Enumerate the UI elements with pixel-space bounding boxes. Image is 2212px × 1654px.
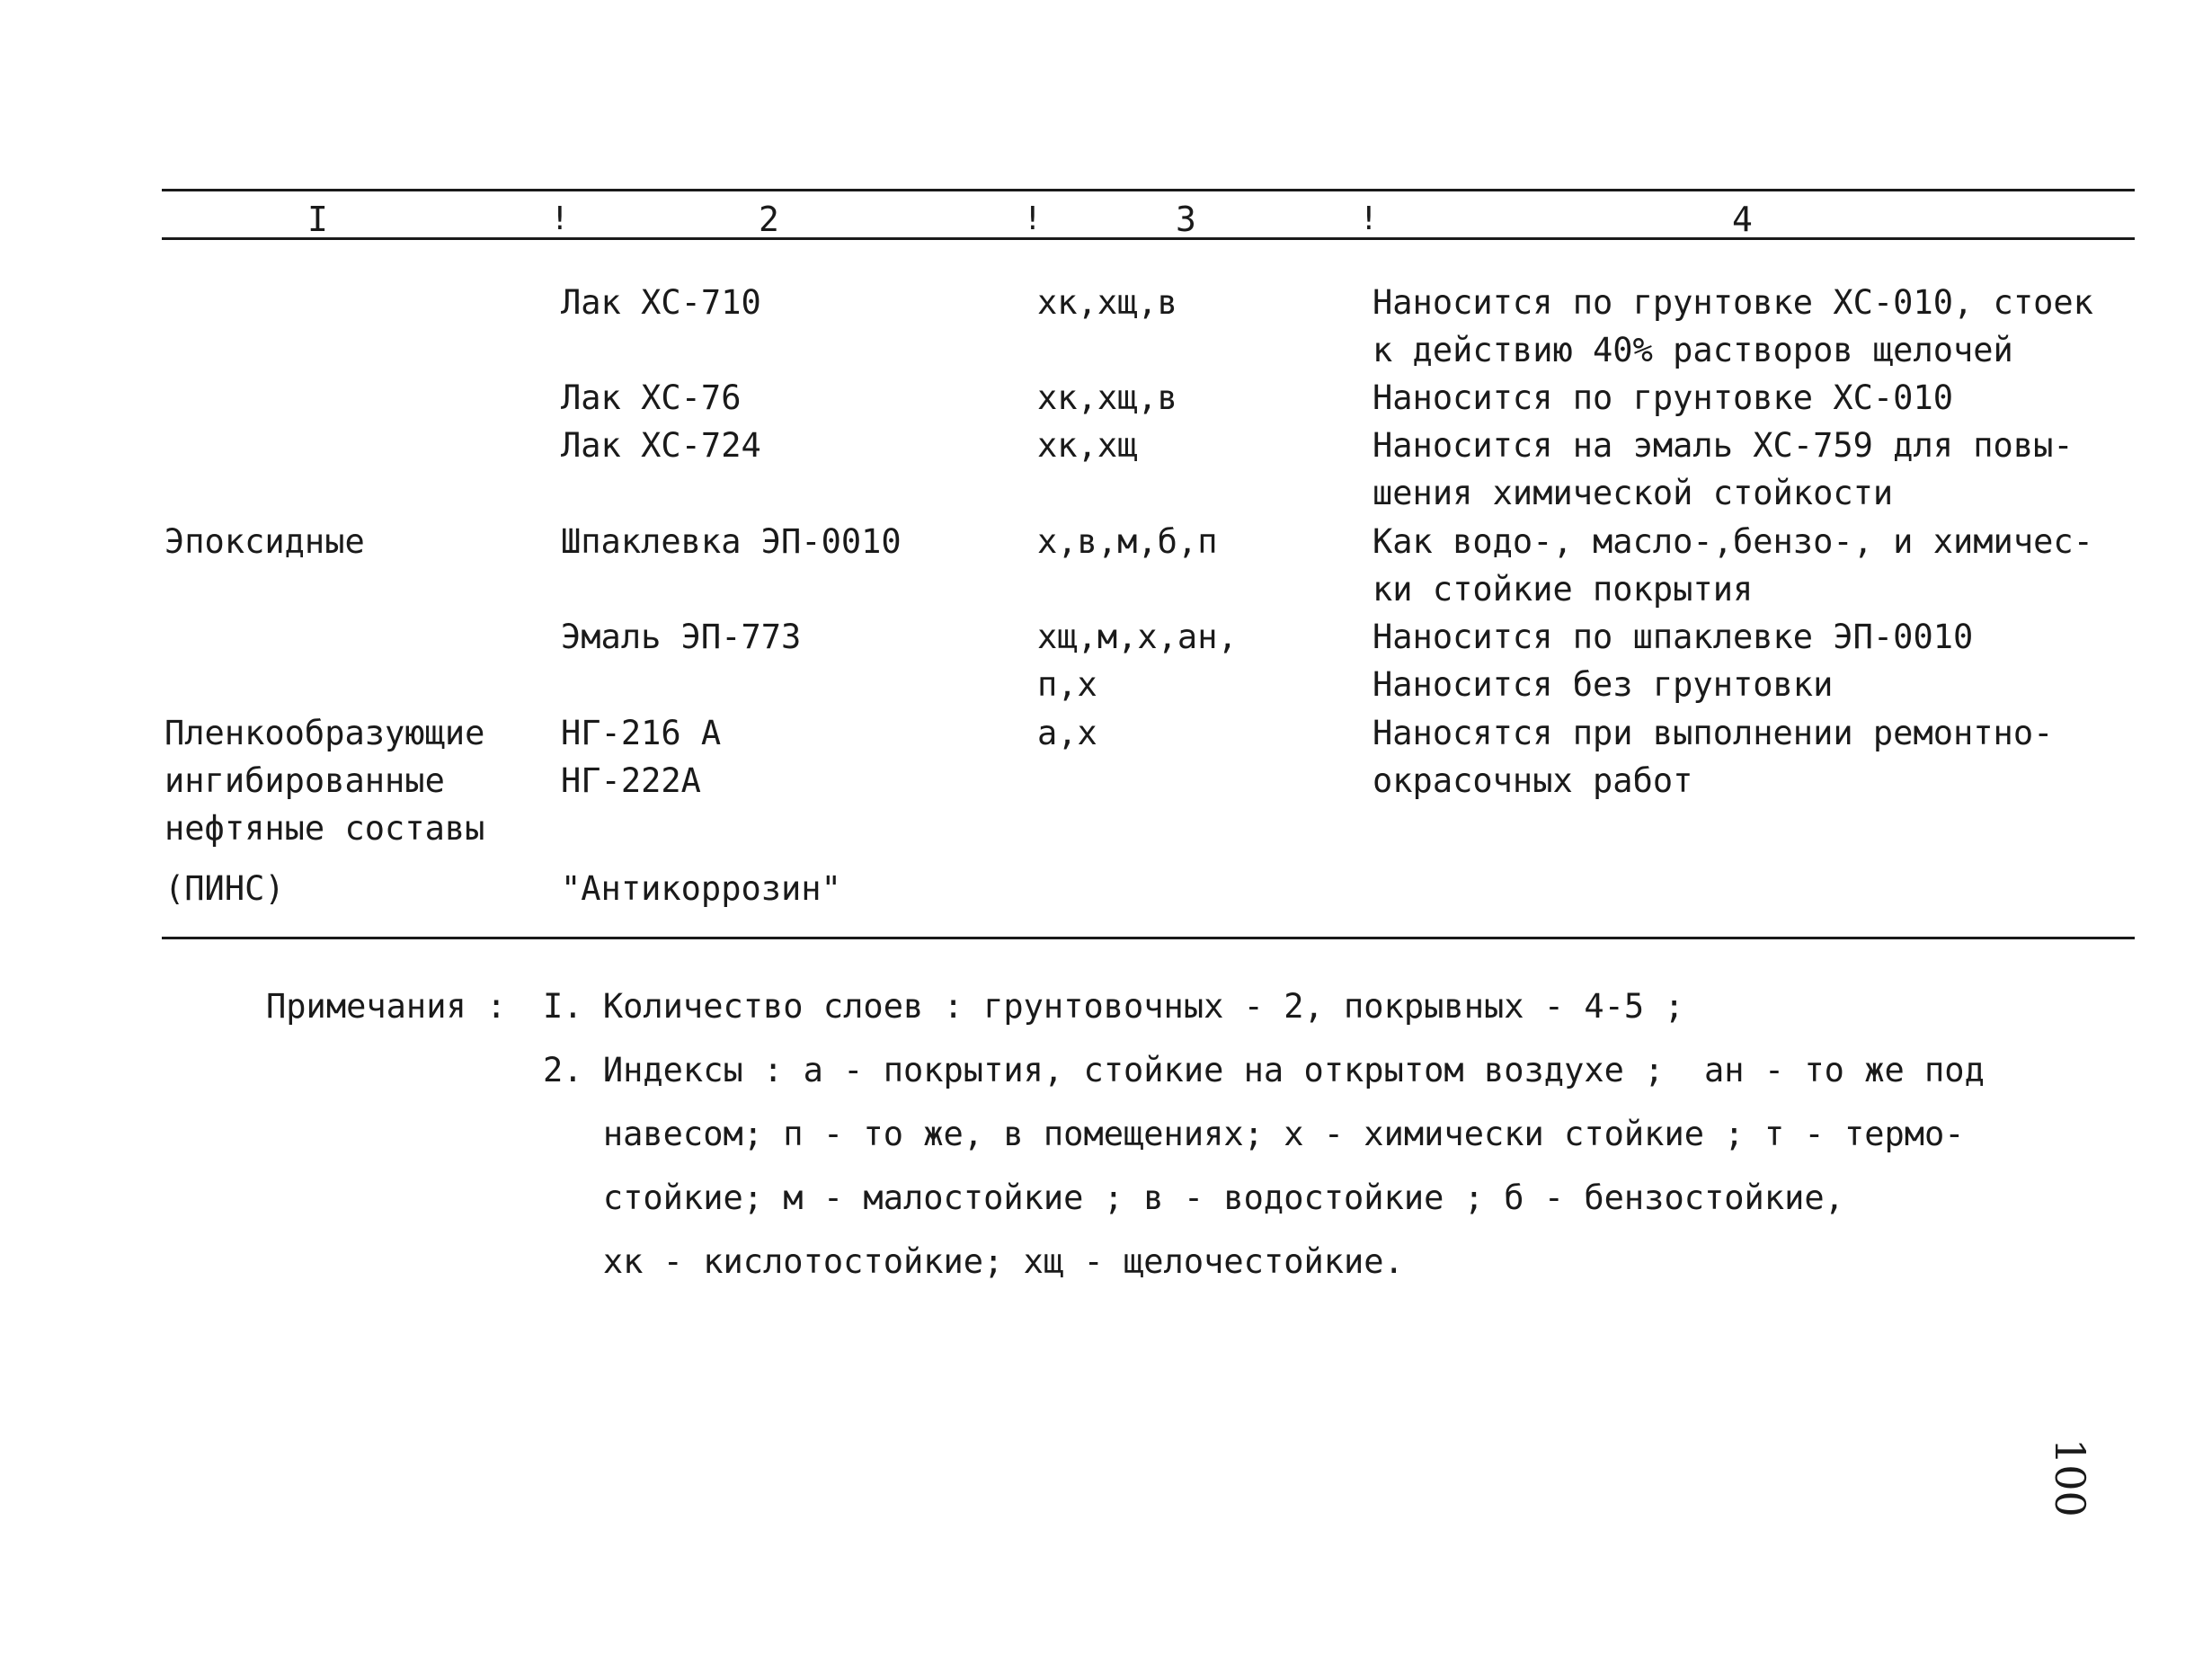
table-cell: Лак ХС-76 bbox=[561, 378, 742, 417]
header-col4: 4 bbox=[1732, 200, 1753, 239]
table-cell: ингибированные bbox=[164, 761, 445, 800]
note-item-1: I. Количество слоев : грунтовочных - 2, покрывных - 4-5 ; bbox=[543, 987, 1684, 1026]
table-cell: Лак ХС-724 bbox=[561, 426, 761, 465]
table-cell: Как водо-, масло-,бензо-, и химичес- bbox=[1373, 522, 2093, 561]
note-item-2-line: стойкие; м - малостойкие ; в - водостойкие ; б - бензостойкие, bbox=[543, 1178, 1844, 1217]
header-bottom-rule bbox=[162, 237, 2135, 240]
table-cell: "Антикоррозин" bbox=[561, 869, 841, 908]
table-cell: ки стойкие покрытия bbox=[1373, 570, 1754, 609]
notes-label: Примечания : bbox=[266, 987, 507, 1026]
table-cell: Наносится на эмаль ХС-759 для повы- bbox=[1373, 426, 2074, 465]
table-cell: Эпоксидные bbox=[164, 522, 365, 561]
header-col3: 3 bbox=[1176, 200, 1196, 239]
table-cell: Наносится по грунтовке ХС-010, стоек bbox=[1373, 283, 2093, 322]
table-cell: Пленкообразующие bbox=[164, 714, 485, 752]
table-cell: хк,хщ bbox=[1037, 426, 1138, 465]
note-item-2-line: 2. Индексы : а - покрытия, стойкие на открытом воздухе ; ан - то же под bbox=[543, 1051, 1985, 1089]
table-cell: Наносится по грунтовке ХС-010 bbox=[1373, 378, 1954, 417]
table-cell: к действию 40% растворов щелочей bbox=[1373, 331, 2013, 369]
table-cell: шения химической стойкости bbox=[1373, 474, 1894, 512]
table-cell: п,х bbox=[1037, 665, 1097, 704]
table-bottom-rule bbox=[162, 937, 2135, 939]
table-cell: хщ,м,х,ан, bbox=[1037, 618, 1238, 656]
table-cell: Наносится без грунтовки bbox=[1373, 665, 1834, 704]
table-cell: х,в,м,б,п bbox=[1037, 522, 1218, 561]
table-cell: хк,хщ,в bbox=[1037, 283, 1177, 322]
header-col2: 2 bbox=[759, 200, 779, 239]
table-cell: Наносятся при выполнении ремонтно- bbox=[1373, 714, 2054, 752]
table-cell: хк,хщ,в bbox=[1037, 378, 1177, 417]
header-col1: I bbox=[307, 200, 328, 239]
header-separator: ! bbox=[1023, 200, 1043, 237]
table-cell: Шпаклевка ЭП-0010 bbox=[561, 522, 902, 561]
page-number: 100 bbox=[2046, 1438, 2094, 1517]
note-item-2-line: навесом; п - то же, в помещениях; х - химически стойкие ; т - термо- bbox=[543, 1115, 1965, 1153]
table-cell: (ПИНС) bbox=[164, 869, 285, 908]
table-cell: а,х bbox=[1037, 714, 1097, 752]
table-cell: НГ-216 А bbox=[561, 714, 722, 752]
note-item-2-line: хк - кислотостойкие; хщ - щелочестойкие. bbox=[543, 1242, 1404, 1281]
table-cell: Эмаль ЭП-773 bbox=[561, 618, 802, 656]
table-top-rule bbox=[162, 189, 2135, 191]
header-separator: ! bbox=[1359, 200, 1379, 237]
table-cell: окрасочных работ bbox=[1373, 761, 1693, 800]
table-cell: нефтяные составы bbox=[164, 809, 485, 848]
table-cell: НГ-222А bbox=[561, 761, 701, 800]
table-cell: Лак ХС-710 bbox=[561, 283, 761, 322]
header-separator: ! bbox=[550, 200, 570, 237]
table-cell: Наносится по шпаклевке ЭП-0010 bbox=[1373, 618, 1974, 656]
